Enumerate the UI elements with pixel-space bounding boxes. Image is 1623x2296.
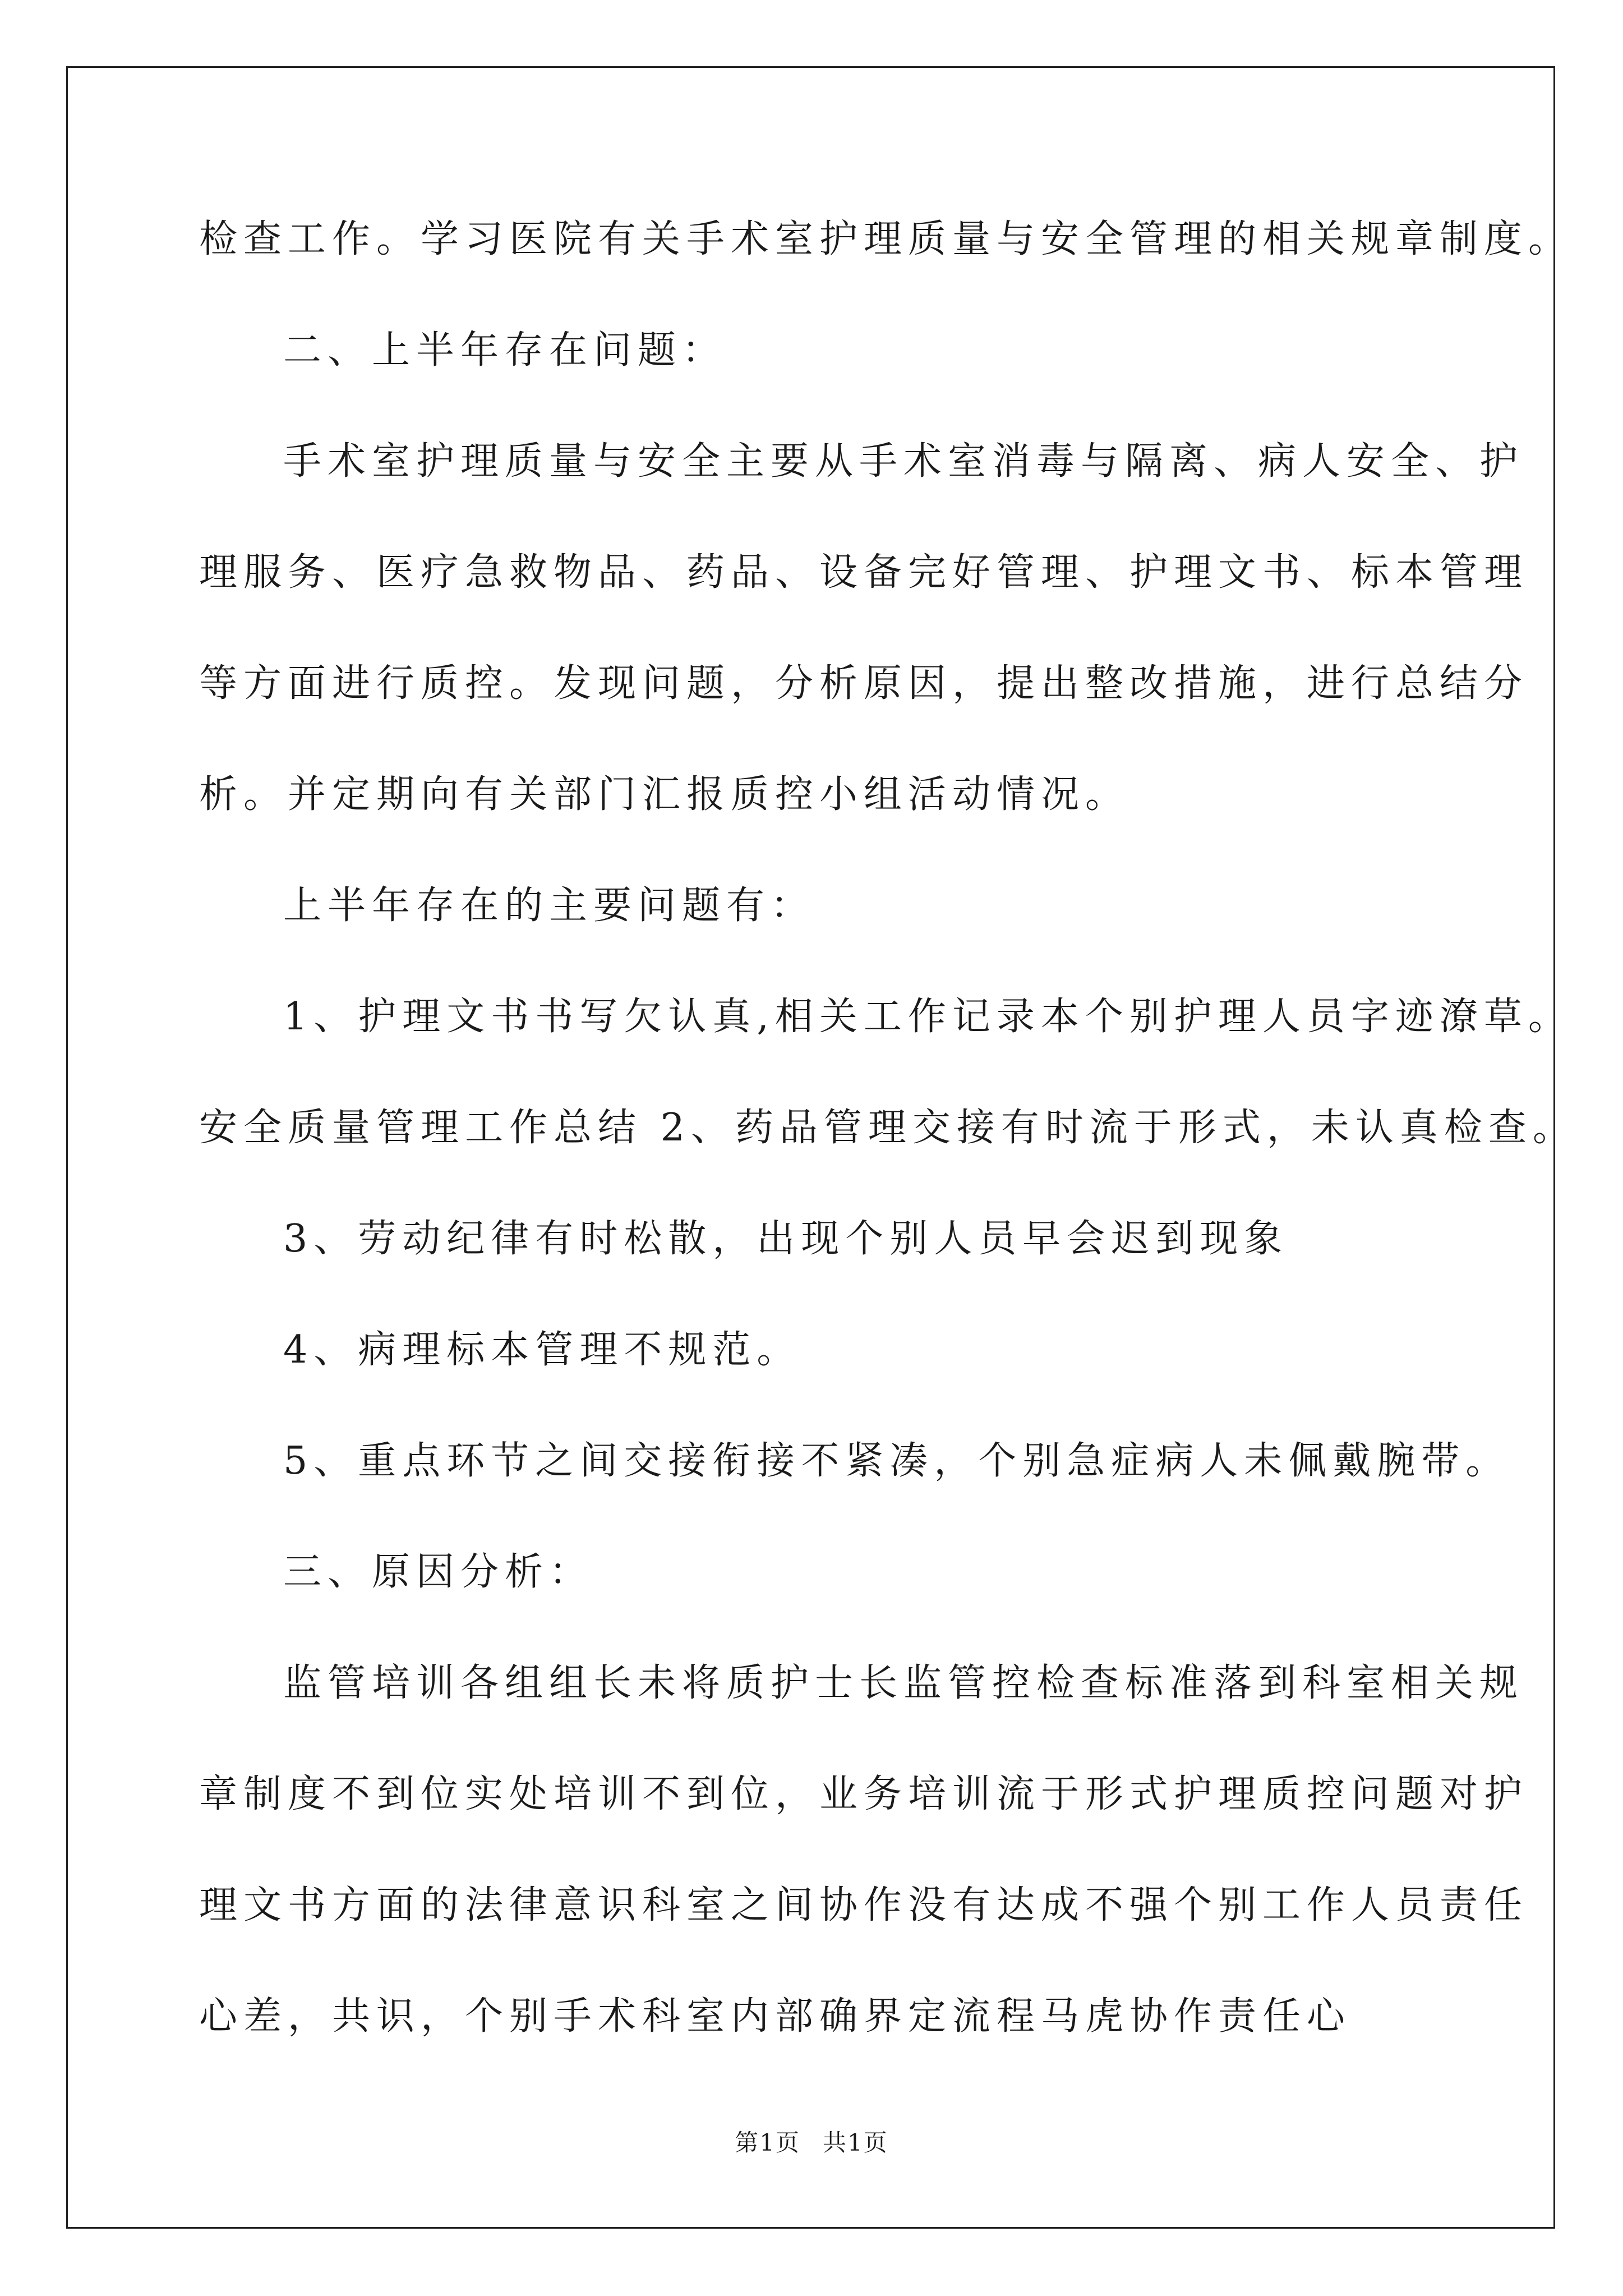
text-line: 等方面进行质控。发现问题，分析原因，提出整改措施，进行总结分 — [199, 661, 1529, 706]
text-line: 理文书方面的法律意识科室之间协作没有达成不强个别工作人员责任 — [199, 1883, 1529, 1927]
text-line: 理服务、医疗急救物品、药品、设备完好管理、护理文书、标本管理 — [199, 550, 1529, 595]
text-line: 心差，共识，个别手术科室内部确界定流程马虎协作责任心 — [199, 1994, 1352, 2039]
text-line: 监管培训各组组长未将质护士长监管控检查标准落到科室相关规 — [283, 1661, 1524, 1705]
section-heading: 二、上半年存在问题： — [283, 328, 727, 372]
page-footer — [0, 2126, 1623, 2160]
text-line: 检查工作。学习医院有关手术室护理质量与安全管理的相关规章制度。 — [199, 217, 1573, 261]
list-item: 3、劳动纪律有时松散，出现个别人员早会迟到现象 — [283, 1217, 1289, 1261]
page-number: 第1页 — [735, 2129, 800, 2156]
text-line: 安全质量管理工作总结 2、药品管理交接有时流于形式，未认真检查。 — [199, 1106, 1577, 1150]
text-line: 析。并定期向有关部门汇报质控小组活动情况。 — [199, 772, 1130, 817]
list-item: 1、护理文书书写欠认真,相关工作记录本个别护理人员字迹潦草。 — [283, 995, 1573, 1039]
text-line: 章制度不到位实处培训不到位，业务培训流于形式护理质控问题对护 — [199, 1772, 1529, 1816]
text-line: 上半年存在的主要问题有： — [283, 884, 815, 928]
list-item: 4、病理标本管理不规范。 — [283, 1328, 801, 1372]
text-line: 手术室护理质量与安全主要从手术室消毒与隔离、病人安全、护 — [283, 439, 1524, 484]
list-item: 5、重点环节之间交接衔接不紧凑，个别急症病人未佩戴腕带。 — [283, 1439, 1510, 1483]
page-total: 共1页 — [823, 2129, 888, 2156]
section-heading: 三、原因分析： — [283, 1550, 594, 1594]
